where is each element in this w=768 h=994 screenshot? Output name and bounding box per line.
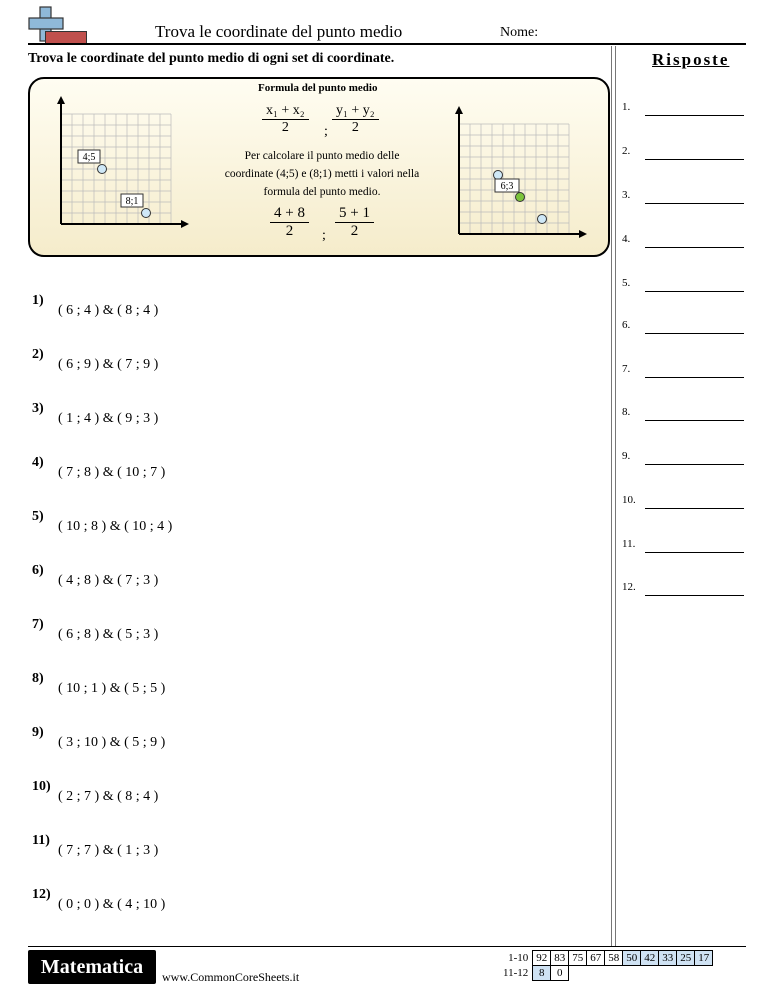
answer-number: 3. (622, 189, 631, 201)
answer-number: 8. (622, 406, 631, 418)
formula-separator: ; (324, 124, 328, 139)
answer-blank[interactable] (645, 291, 744, 292)
answer-blank[interactable] (645, 333, 744, 334)
answer-number: 12. (622, 581, 636, 593)
problem-number: 5) (32, 509, 44, 524)
problem-text: ( 3 ; 10 ) & ( 5 ; 9 ) (58, 735, 166, 750)
problem-text: ( 2 ; 7 ) & ( 8 ; 4 ) (58, 789, 159, 804)
brand-logo: Matematica (28, 950, 156, 984)
formula-y-fraction (332, 103, 379, 136)
answer-number: 7. (622, 363, 631, 375)
problem-number: 9) (32, 725, 44, 740)
score-row-label: 11-12 (503, 967, 529, 979)
answer-number: 10. (622, 494, 636, 506)
formula-x-fraction (262, 103, 309, 136)
problem-text: ( 7 ; 8 ) & ( 10 ; 7 ) (58, 465, 166, 480)
problem-text: ( 10 ; 8 ) & ( 10 ; 4 ) (58, 519, 173, 534)
score-cell: 8 (533, 966, 551, 981)
answer-blank[interactable] (645, 247, 744, 248)
problem-text: ( 6 ; 4 ) & ( 8 ; 4 ) (58, 303, 159, 318)
midpoint-label: 6;3 (500, 181, 514, 192)
answer-number: 1. (622, 101, 631, 113)
problem-text: ( 0 ; 0 ) & ( 4 ; 10 ) (58, 897, 166, 912)
example-graph-right (448, 106, 588, 246)
problem-text: ( 10 ; 1 ) & ( 5 ; 5 ) (58, 681, 166, 696)
formula-title: Formula del punto medio (258, 82, 378, 94)
problem-text: ( 1 ; 4 ) & ( 9 ; 3 ) (58, 411, 159, 426)
formula-y-denominator: 2 (351, 120, 359, 135)
substituted-y-numerator: 5 + 1 (335, 205, 374, 223)
answer-blank[interactable] (645, 420, 744, 421)
answer-blank[interactable] (645, 552, 744, 553)
problem-text: ( 4 ; 8 ) & ( 7 ; 3 ) (58, 573, 159, 588)
score-cell: 50 (623, 951, 641, 966)
score-row (500, 951, 713, 966)
point-b-marker (142, 209, 151, 218)
formula-x-numerator: x₁ + x₂ (262, 103, 309, 120)
answer-blank[interactable] (645, 159, 744, 160)
score-cell: 17 (695, 951, 713, 966)
score-cell: 58 (605, 951, 623, 966)
problem-text: ( 6 ; 8 ) & ( 5 ; 3 ) (58, 627, 159, 642)
answer-number: 4. (622, 233, 631, 245)
substituted-x-numerator: 4 + 8 (270, 205, 309, 223)
header-rule (28, 43, 746, 45)
substituted-separator: ; (322, 228, 326, 243)
worksheet-title: Trova le coordinate del punto medio (155, 22, 403, 41)
problem-number: 12) (32, 887, 51, 902)
score-cell: 0 (551, 966, 569, 981)
score-cell: 25 (677, 951, 695, 966)
midpoint-marker (516, 193, 525, 202)
formula-y-numerator: y₁ + y₂ (332, 103, 379, 120)
answer-blank[interactable] (645, 377, 744, 378)
score-row-label: 1-10 (508, 952, 529, 964)
answer-number: 5. (622, 277, 631, 289)
score-row (500, 966, 713, 981)
score-cell: 83 (551, 951, 569, 966)
problem-text: ( 6 ; 9 ) & ( 7 ; 9 ) (58, 357, 159, 372)
name-label: Nome: (500, 25, 539, 40)
problem-number: 6) (32, 563, 44, 578)
instructions: Trova le coordinate del punto medio di ogni set di coordinate. (28, 51, 395, 66)
answer-number: 9. (622, 450, 631, 462)
score-cell: 92 (533, 951, 551, 966)
site-url[interactable]: www.CommonCoreSheets.it (162, 970, 300, 984)
answer-blank[interactable] (645, 595, 744, 596)
answer-blank[interactable] (645, 115, 744, 116)
answer-blank[interactable] (645, 464, 744, 465)
problem-number: 11) (32, 833, 50, 848)
answer-number: 2. (622, 145, 631, 157)
footer-rule (28, 946, 746, 947)
answer-blank[interactable] (645, 203, 744, 204)
point-a-label: 4;5 (82, 152, 96, 163)
column-divider (611, 46, 612, 946)
problem-number: 4) (32, 455, 44, 470)
problem-number: 7) (32, 617, 44, 632)
point-b-marker (538, 215, 547, 224)
substituted-y-fraction (335, 205, 374, 240)
formula-x-denominator: 2 (281, 120, 289, 135)
score-cell: 42 (641, 951, 659, 966)
problem-number: 3) (32, 401, 44, 416)
column-divider (615, 46, 616, 946)
substituted-y-denominator: 2 (350, 223, 359, 239)
point-a-marker (494, 171, 503, 180)
problem-text: ( 7 ; 7 ) & ( 1 ; 3 ) (58, 843, 159, 858)
substituted-x-fraction (270, 205, 309, 240)
point-a-marker (98, 165, 107, 174)
problem-number: 1) (32, 293, 44, 308)
problem-number: 2) (32, 347, 44, 362)
score-table (500, 950, 713, 981)
substituted-x-denominator: 2 (285, 223, 294, 239)
problem-number: 10) (32, 779, 51, 794)
answer-number: 6. (622, 319, 631, 331)
problem-number: 8) (32, 671, 44, 686)
answer-number: 11. (622, 538, 636, 550)
example-explanation: Per calcolare il punto medio delle coordinate (4;5) e (8;1) metti i valori nella formula del punto medio. (224, 150, 420, 198)
example-graph-left (50, 96, 190, 236)
score-cell: 75 (569, 951, 587, 966)
answers-title: Risposte (652, 50, 730, 69)
score-cell: 67 (587, 951, 605, 966)
score-cell: 33 (659, 951, 677, 966)
answer-blank[interactable] (645, 508, 744, 509)
point-b-label: 8;1 (125, 196, 139, 207)
